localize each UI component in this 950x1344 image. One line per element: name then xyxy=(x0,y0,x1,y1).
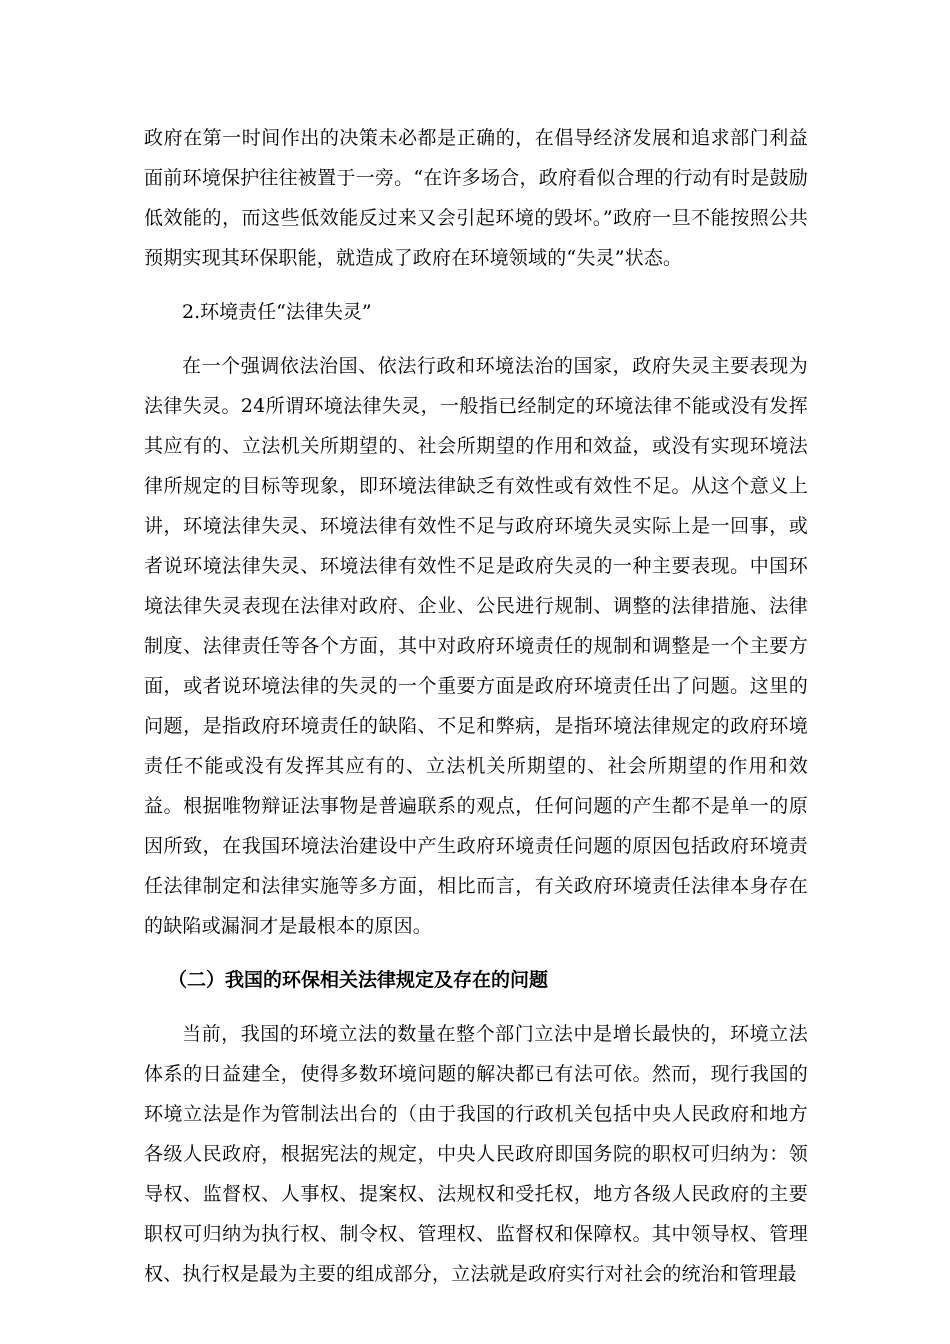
paragraph-legal-failure: 在一个强调依法治国、依法行政和环境法治的国家，政府失灵主要表现为法律失灵。24所谓环境法律失灵，一般指已经制定的环境法律不能或没有发挥其应有的、立法机关所期望的、社会所期望的作用和效益，或没有实现环境法律所规定的目标等现象，即环境法律缺乏有效性或有效性不足。从这个意义上讲，环境法律失灵、环境法律有效性不足与政府环境失灵实际上是一回事，或者说环境法律失灵、环境法律有效性不足是政府失灵的一种主要表现。中国环境法律失灵表现在法律对政府、企业、公民进行规制、调整的法律措施、法律制度、法律责任等各个方面，其中对政府环境责任的规制和调整是一个主要方面，或者说环境法律的失灵的一个重要方面是政府环境责任出了问题。这里的问题，是指政府环境责任的缺陷、不足和弊病，是指环境法律规定的政府环境责任不能或没有发挥其应有的、立法机关所期望的、社会所期望的作用和效益。根据唯物辩证法事物是普遍联系的观点，任何问题的产生都不是单一的原因所致，在我国环境法治建设中产生政府环境责任问题的原因包括政府环境责任法律制定和法律实施等多方面，相比而言，有关政府环境责任法律本身存在的缺陷或漏洞才是最根本的原因。 xyxy=(144,355,808,937)
paragraph-environmental-legislation: 当前，我国的环境立法的数量在整个部门立法中是增长最快的，环境立法体系的日益建全，使得多数环境问题的解决都已有法可依。然而，现行我国的环境立法是作为管制法出台的（由于我国的行政机关包括中央人民政府和地方各级人民政府，根据宪法的规定，中央人民政府即国务院的职权可归纳为：领导权、监督权、人事权、提案权、法规权和受托权，地方各级人民政府的主要职权可归纳为执行权、制令权、管理权、监督权和保障权。其中领导权、管理权、执行权是最为主要的组成部分，立法就是政府实行对社会的统治和管理最 xyxy=(144,1023,808,1285)
document-page xyxy=(144,118,808,1294)
subsection-heading: 2.环境责任“法律失灵” xyxy=(182,301,372,323)
section-heading: （二）我国的环保相关法律规定及存在的问题 xyxy=(168,969,549,991)
paragraph-continuation: 政府在第一时间作出的决策未必都是正确的，在倡导经济发展和追求部门利益面前环境保护往往被置于一旁。“在许多场合，政府看似合理的行动有时是鼓励低效能的，而这些低效能反过来又会引起环境的毁坏。”政府一旦不能按照公共预期实现其环保职能，就造成了政府在环境领域的“失灵”状态。 xyxy=(144,127,808,269)
